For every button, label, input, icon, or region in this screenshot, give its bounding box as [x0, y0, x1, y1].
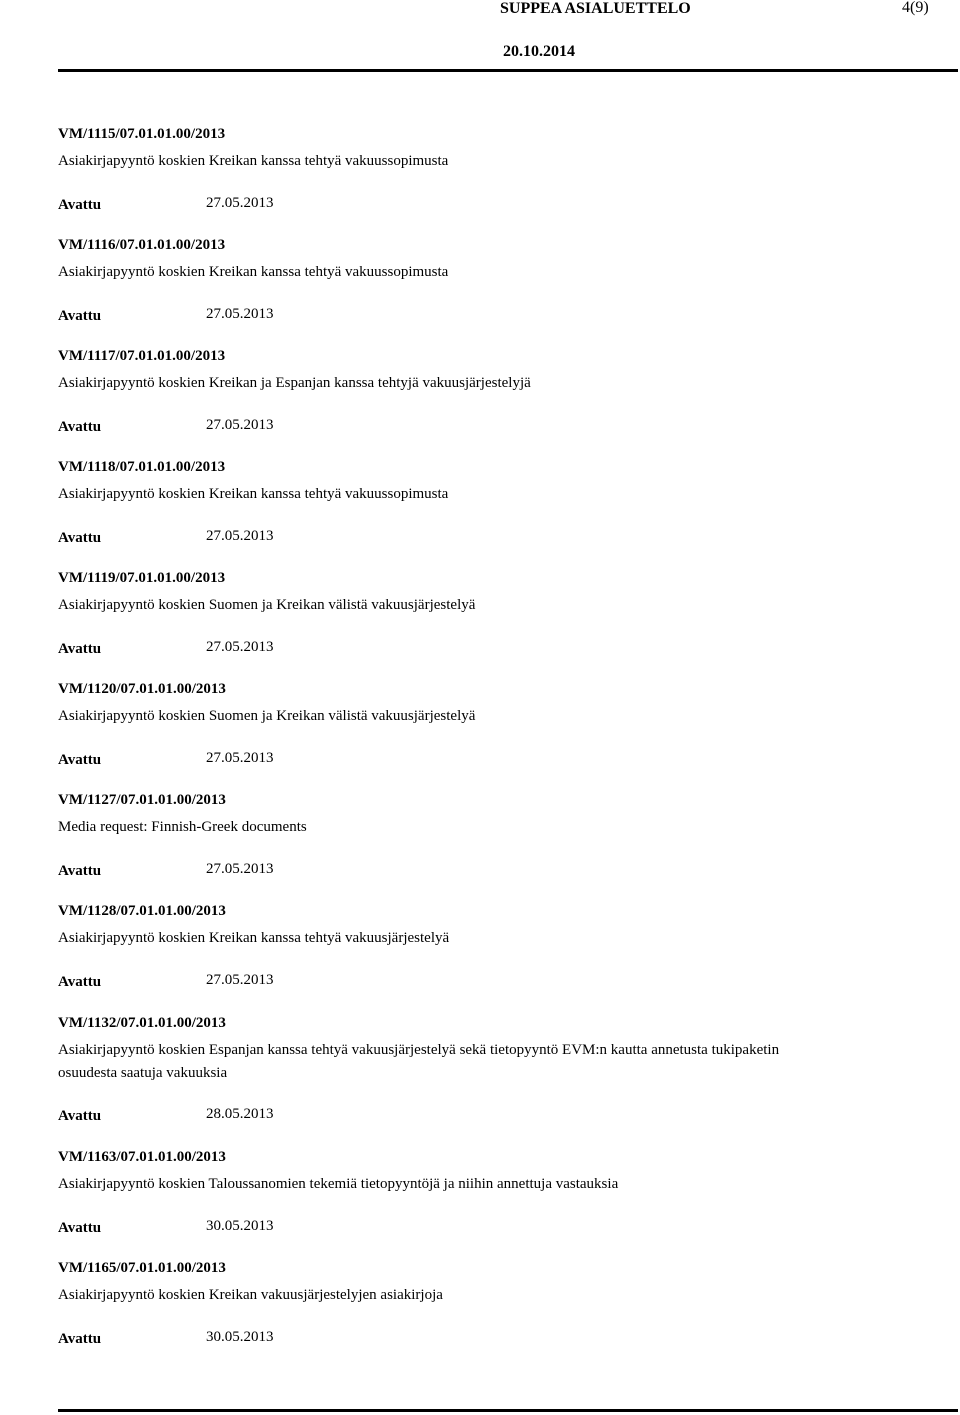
record-id: VM/1132/07.01.01.00/2013: [58, 1015, 226, 1031]
footer-divider: [58, 1409, 958, 1412]
record-description: Asiakirjapyyntö koskien Suomen ja Kreikan välistä vakuusjärjestelyä: [58, 597, 476, 613]
record-status: Avattu: [58, 1220, 102, 1236]
page-number: 4(9): [902, 0, 929, 16]
record-status: Avattu: [58, 641, 102, 657]
record-description: Asiakirjapyyntö koskien Kreikan kanssa tehtyä vakuusjärjestelyä: [58, 930, 450, 946]
record-status: Avattu: [58, 752, 102, 768]
record-status: Avattu: [58, 308, 102, 324]
record-id: VM/1127/07.01.01.00/2013: [58, 792, 226, 808]
record-description: Asiakirjapyyntö koskien Espanjan kanssa tehtyä vakuusjärjestelyä sekä tietopyyntö EVM:n kautta annetusta tukipaketin osuudesta saatuja vakuuksia: [58, 1042, 780, 1081]
record-status: Avattu: [58, 974, 102, 990]
record-id: VM/1118/07.01.01.00/2013: [58, 459, 226, 475]
document-title: SUPPEA ASIALUETTELO: [500, 0, 691, 17]
record-status: Avattu: [58, 197, 102, 213]
record-date: 27.05.2013: [206, 750, 274, 766]
record-id: VM/1117/07.01.01.00/2013: [58, 348, 226, 364]
record-description: Media request: Finnish-Greek documents: [58, 819, 307, 835]
record-id: VM/1119/07.01.01.00/2013: [58, 570, 226, 586]
record-date: 27.05.2013: [206, 972, 274, 988]
record-status: Avattu: [58, 1108, 102, 1124]
record-date: 30.05.2013: [206, 1329, 274, 1345]
record-description: Asiakirjapyyntö koskien Kreikan kanssa tehtyä vakuussopimusta: [58, 264, 449, 280]
record-status: Avattu: [58, 419, 102, 435]
record-date: 27.05.2013: [206, 861, 274, 877]
record-id: VM/1116/07.01.01.00/2013: [58, 237, 226, 253]
record-description: Asiakirjapyyntö koskien Kreikan ja Espanjan kanssa tehtyjä vakuusjärjestelyjä: [58, 375, 531, 391]
record-date: 28.05.2013: [206, 1106, 274, 1122]
record-id: VM/1115/07.01.01.00/2013: [58, 126, 226, 142]
record-id: VM/1128/07.01.01.00/2013: [58, 903, 226, 919]
record-status: Avattu: [58, 1331, 102, 1347]
record-date: 27.05.2013: [206, 639, 274, 655]
record-status: Avattu: [58, 530, 102, 546]
record-date: 27.05.2013: [206, 528, 274, 544]
record-description: Asiakirjapyyntö koskien Taloussanomien tekemiä tietopyyntöjä ja niihin annettuja vastauksia: [58, 1176, 619, 1192]
record-description: Asiakirjapyyntö koskien Kreikan kanssa tehtyä vakuussopimusta: [58, 486, 449, 502]
record-description: Asiakirjapyyntö koskien Kreikan vakuusjärjestelyjen asiakirjoja: [58, 1287, 443, 1303]
record-description: Asiakirjapyyntö koskien Suomen ja Kreikan välistä vakuusjärjestelyä: [58, 708, 476, 724]
record-date: 27.05.2013: [206, 417, 274, 433]
record-status: Avattu: [58, 863, 102, 879]
record-id: VM/1120/07.01.01.00/2013: [58, 681, 226, 697]
record-id: VM/1163/07.01.01.00/2013: [58, 1149, 226, 1165]
record-id: VM/1165/07.01.01.00/2013: [58, 1260, 226, 1276]
document-date: 20.10.2014: [503, 43, 575, 60]
record-date: 27.05.2013: [206, 306, 274, 322]
record-description: Asiakirjapyyntö koskien Kreikan kanssa tehtyä vakuussopimusta: [58, 153, 449, 169]
header-divider: [58, 69, 958, 72]
record-date: 27.05.2013: [206, 195, 274, 211]
record-date: 30.05.2013: [206, 1218, 274, 1234]
